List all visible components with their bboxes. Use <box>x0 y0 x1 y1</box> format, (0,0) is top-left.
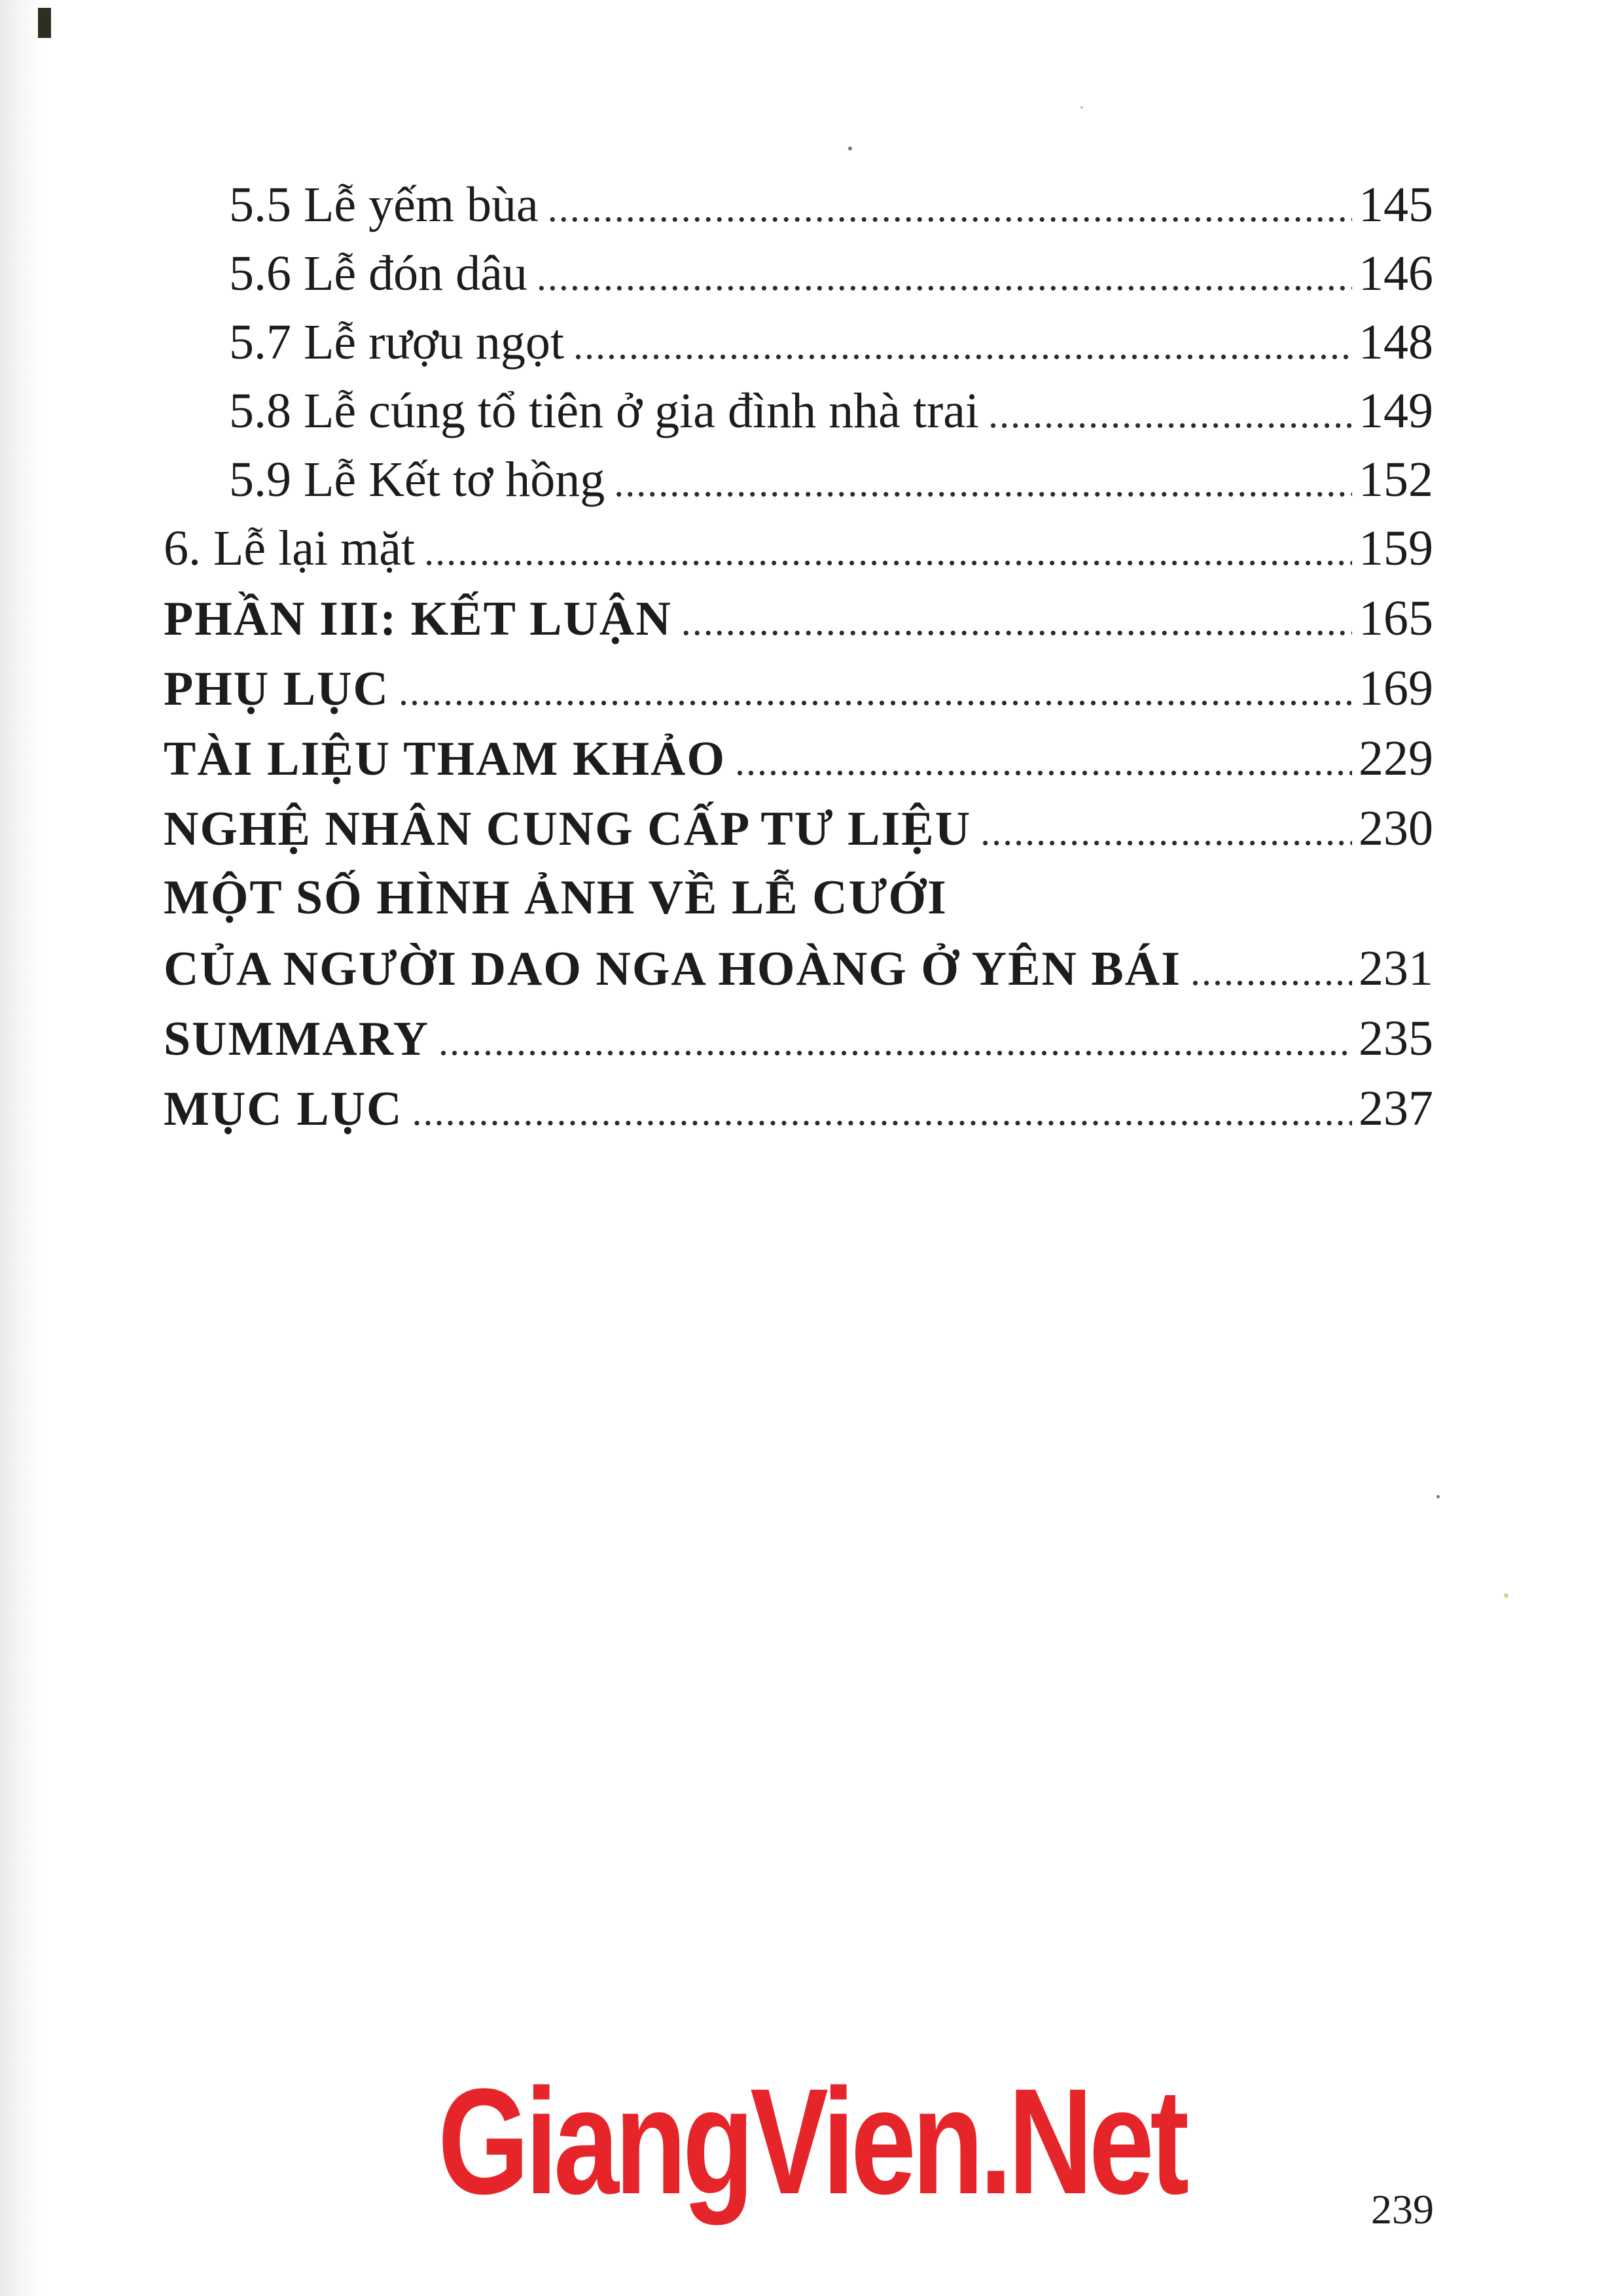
toc-entry-page: 146 <box>1359 246 1433 301</box>
toc-entry[interactable] <box>164 660 1433 730</box>
page-edge-shadow <box>0 0 41 2296</box>
page-number: 239 <box>1371 2186 1434 2233</box>
toc-entry-title: NGHỆ NHÂN CUNG CẤP TƯ LIỆU <box>164 802 972 856</box>
toc-entry-page: 231 <box>1359 941 1433 996</box>
toc-entry-page: 169 <box>1359 661 1433 716</box>
toc-entry[interactable] <box>164 1080 1433 1150</box>
toc-entry-title: 5.6 Lễ đón dâu <box>229 246 527 301</box>
speck <box>1080 106 1083 109</box>
toc-entry-page: 229 <box>1359 731 1433 786</box>
dot-leader <box>988 392 1352 437</box>
toc-entry[interactable] <box>164 451 1433 520</box>
toc-entry-title: PHỤ LỤC <box>164 662 389 716</box>
toc-entry[interactable] <box>164 177 1433 245</box>
table-of-contents <box>164 177 1433 1150</box>
dot-leader <box>614 461 1352 506</box>
toc-entry[interactable] <box>164 730 1433 800</box>
corner-mark <box>38 8 51 38</box>
speck <box>1504 1593 1508 1598</box>
toc-entry[interactable] <box>164 590 1433 660</box>
toc-entry-page: 145 <box>1359 177 1433 232</box>
toc-entry-page: 149 <box>1359 383 1433 438</box>
dot-leader <box>735 739 1352 785</box>
watermark: GiangVien.Net <box>438 2057 1185 2225</box>
toc-entry-page: 235 <box>1359 1011 1433 1066</box>
toc-entry-page: 165 <box>1359 591 1433 646</box>
toc-entry-title: 5.9 Lễ Kết tơ hồng <box>229 452 605 507</box>
toc-entry[interactable] <box>164 940 1433 1010</box>
toc-entry[interactable] <box>164 314 1433 383</box>
toc-entry[interactable] <box>164 1010 1433 1080</box>
toc-entry-page: 148 <box>1359 315 1433 370</box>
dot-leader <box>681 599 1352 645</box>
toc-entry-title: MỘT SỐ HÌNH ẢNH VỀ LỄ CƯỚI <box>164 871 948 925</box>
toc-entry-page: 237 <box>1359 1081 1433 1136</box>
dot-leader <box>412 1089 1352 1135</box>
toc-entry-title: 6. Lễ lại mặt <box>164 521 416 576</box>
toc-entry-title: PHẦN III: KẾT LUẬN <box>164 592 672 646</box>
toc-entry[interactable] <box>164 800 1433 870</box>
toc-entry-page: 152 <box>1359 452 1433 507</box>
dot-leader <box>980 809 1352 855</box>
toc-entry-page: 230 <box>1359 801 1433 856</box>
toc-entry-title: 5.5 Lễ yếm bùa <box>229 177 539 232</box>
dot-leader <box>399 669 1352 715</box>
dot-leader <box>438 1019 1352 1065</box>
dot-leader <box>1190 949 1352 995</box>
dot-leader <box>537 255 1352 300</box>
toc-entry[interactable] <box>164 245 1433 314</box>
toc-entry[interactable] <box>164 383 1433 451</box>
toc-entry-title: MỤC LỤC <box>164 1082 403 1136</box>
toc-entry-page: 159 <box>1359 521 1433 576</box>
toc-entry-title: 5.7 Lễ rượu ngọt <box>229 315 564 370</box>
toc-entry[interactable] <box>164 520 1433 590</box>
toc-entry-title: 5.8 Lễ cúng tổ tiên ở gia đình nhà trai <box>229 383 980 438</box>
toc-entry-title: CỦA NGƯỜI DAO NGA HOÀNG Ở YÊN BÁI <box>164 942 1181 996</box>
dot-leader <box>573 323 1352 368</box>
toc-entry-title: SUMMARY <box>164 1012 430 1066</box>
toc-entry-heading[interactable] <box>164 870 1433 940</box>
speck <box>848 147 852 150</box>
toc-entry-title: TÀI LIỆU THAM KHẢO <box>164 732 726 786</box>
speck <box>1436 1495 1440 1498</box>
dot-leader <box>548 186 1352 231</box>
dot-leader <box>424 529 1352 574</box>
